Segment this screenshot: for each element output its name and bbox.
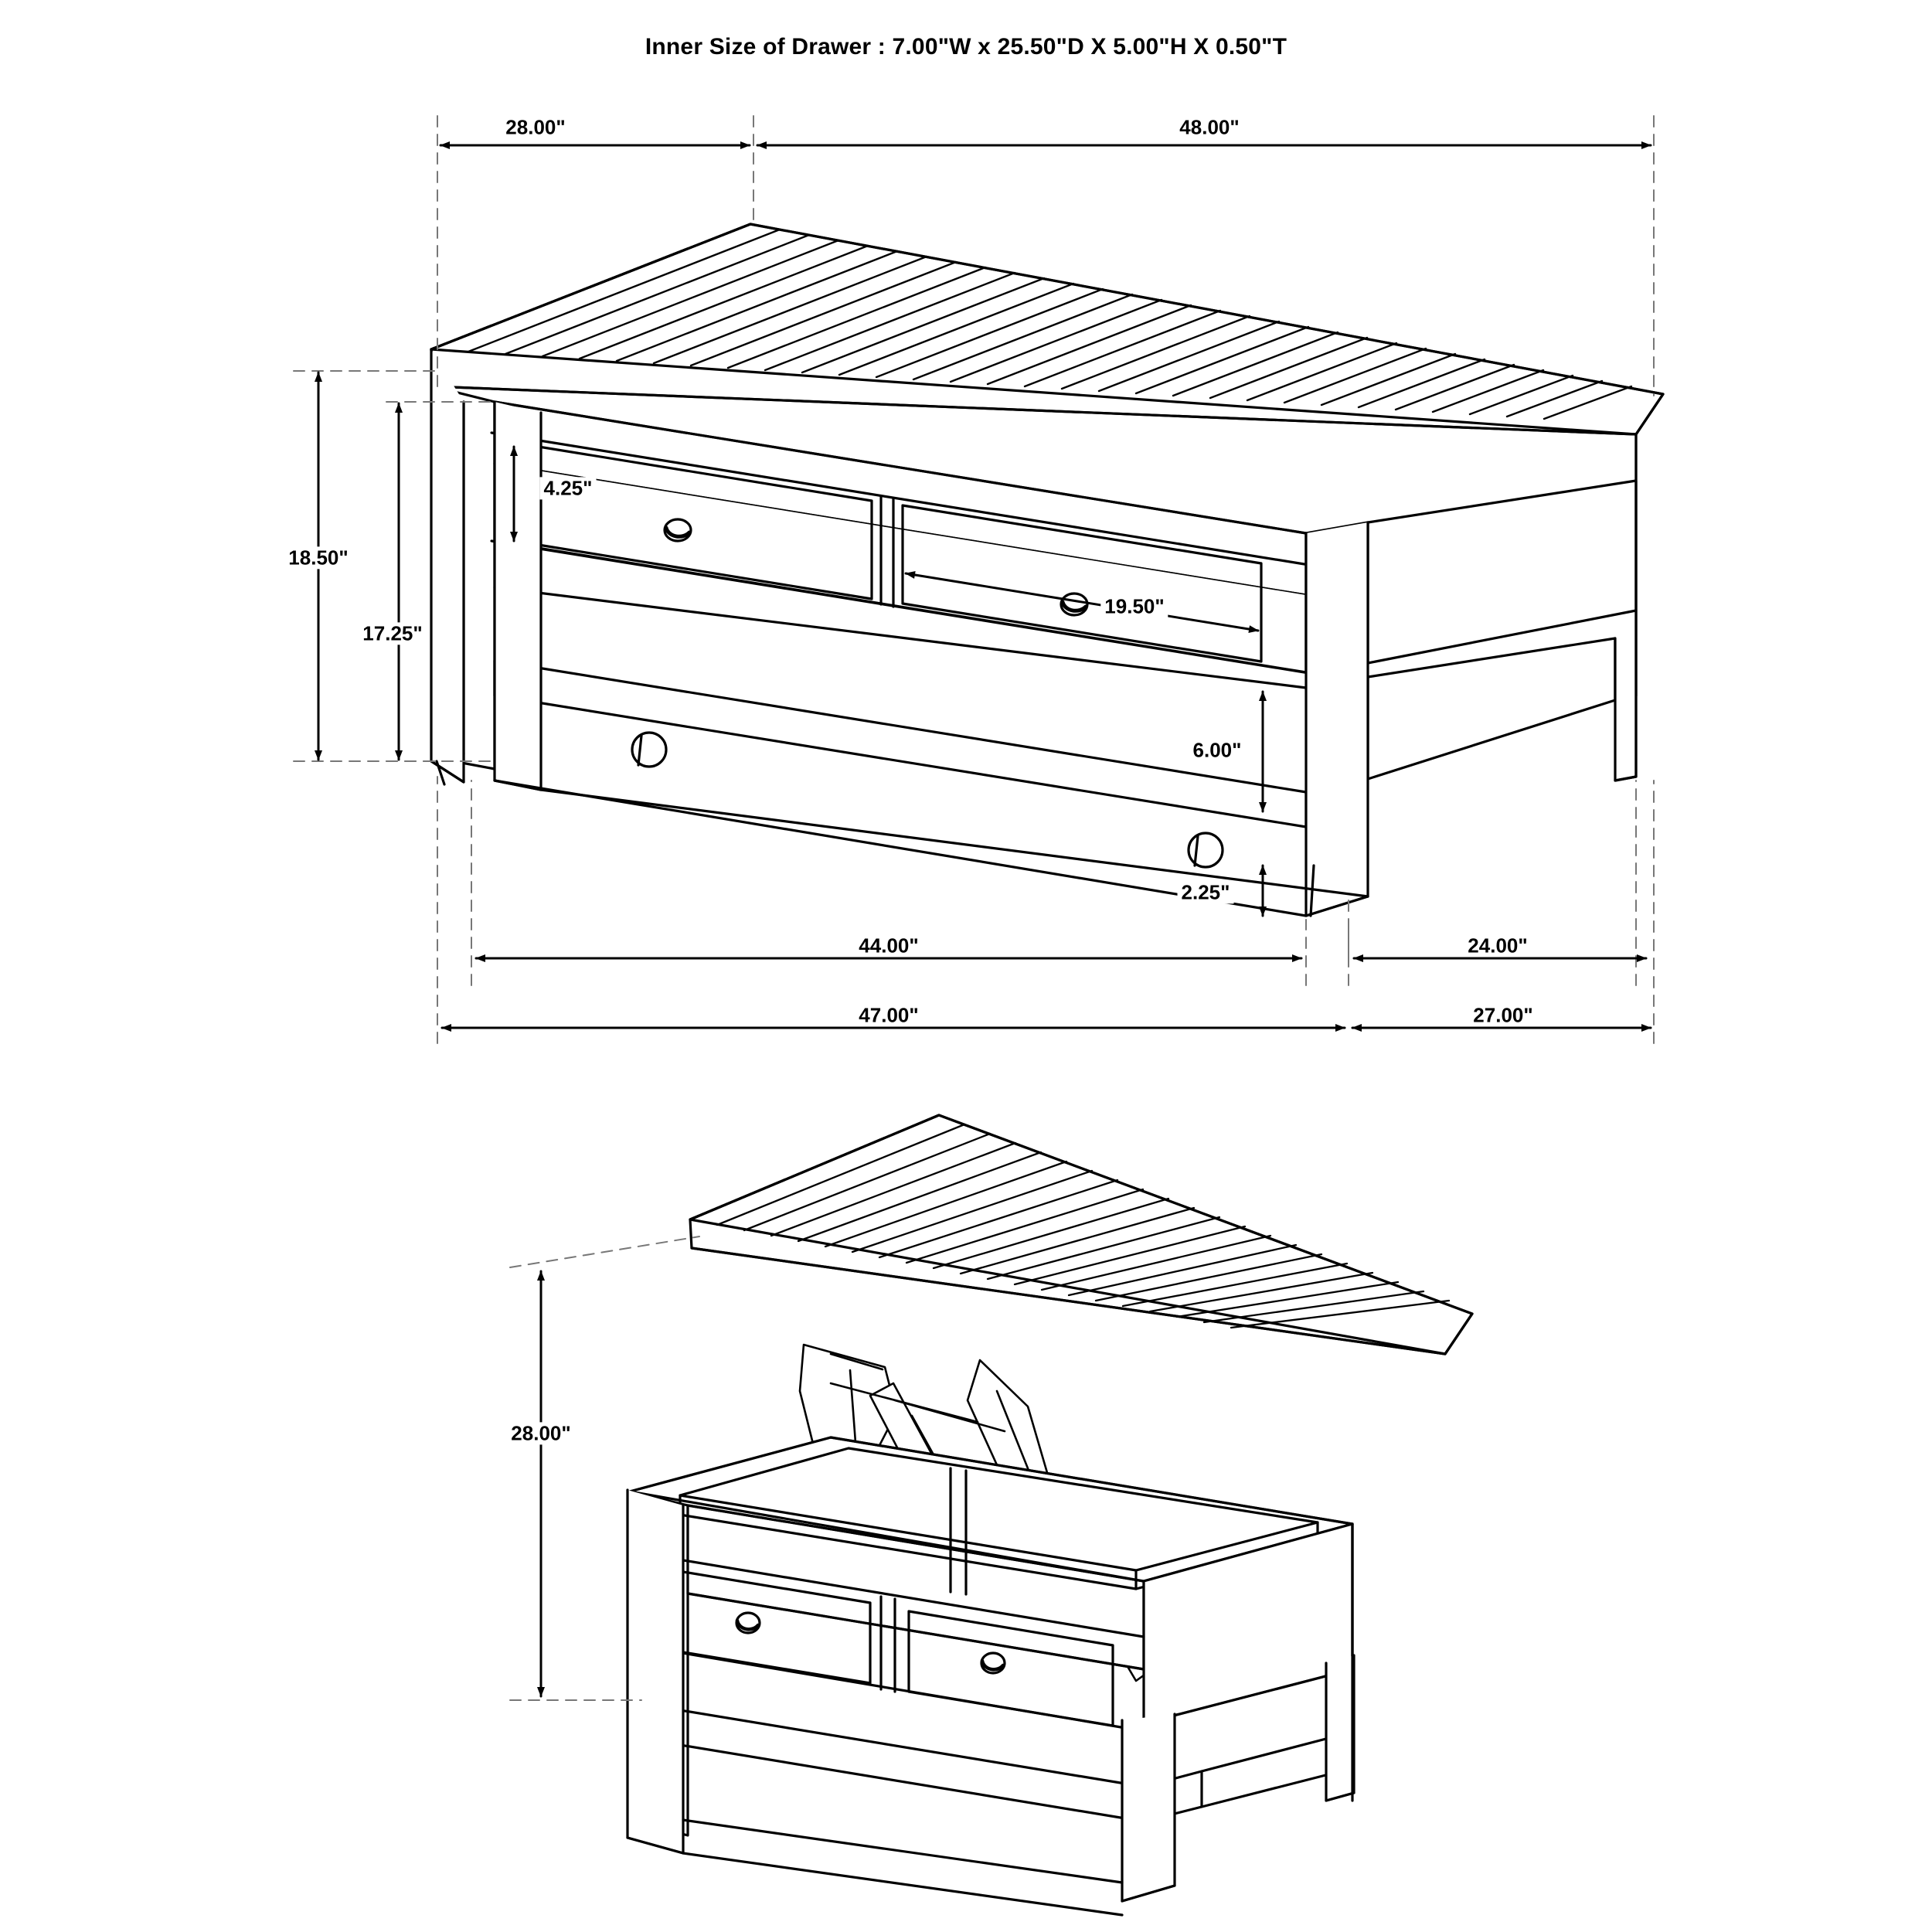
dim-label-44-00-length: 44.00" <box>855 934 922 957</box>
dim-label-17-25-shelf-height: 17.25" <box>359 622 426 645</box>
dim-label-24-00-depth: 24.00" <box>1464 934 1531 957</box>
dim-label-2-25-leg-base: 2.25" <box>1178 881 1234 903</box>
dim-label-4-25-drawer-height: 4.25" <box>540 477 597 499</box>
dim-label-18-50-height: 18.50" <box>284 546 352 569</box>
page-title: Inner Size of Drawer : 7.00"W x 25.50"D X 5.00"H X 0.50"T <box>645 34 1287 60</box>
dim-label-28-top-left: 28.00" <box>502 116 569 138</box>
dim-label-48-top-right: 48.00" <box>1175 116 1243 138</box>
dim-label-6-00-shelf-clearance: 6.00" <box>1189 739 1246 761</box>
dim-label-19-50-drawer-width: 19.50" <box>1100 595 1168 617</box>
dim-label-28-00-lift-height: 28.00" <box>507 1422 574 1444</box>
dim-label-27-00-overall-depth: 27.00" <box>1469 1004 1536 1026</box>
open-view-geometry <box>510 1115 1472 1915</box>
closed-view-geometry <box>294 116 1663 1043</box>
dim-label-47-00-overall-length: 47.00" <box>855 1004 922 1026</box>
